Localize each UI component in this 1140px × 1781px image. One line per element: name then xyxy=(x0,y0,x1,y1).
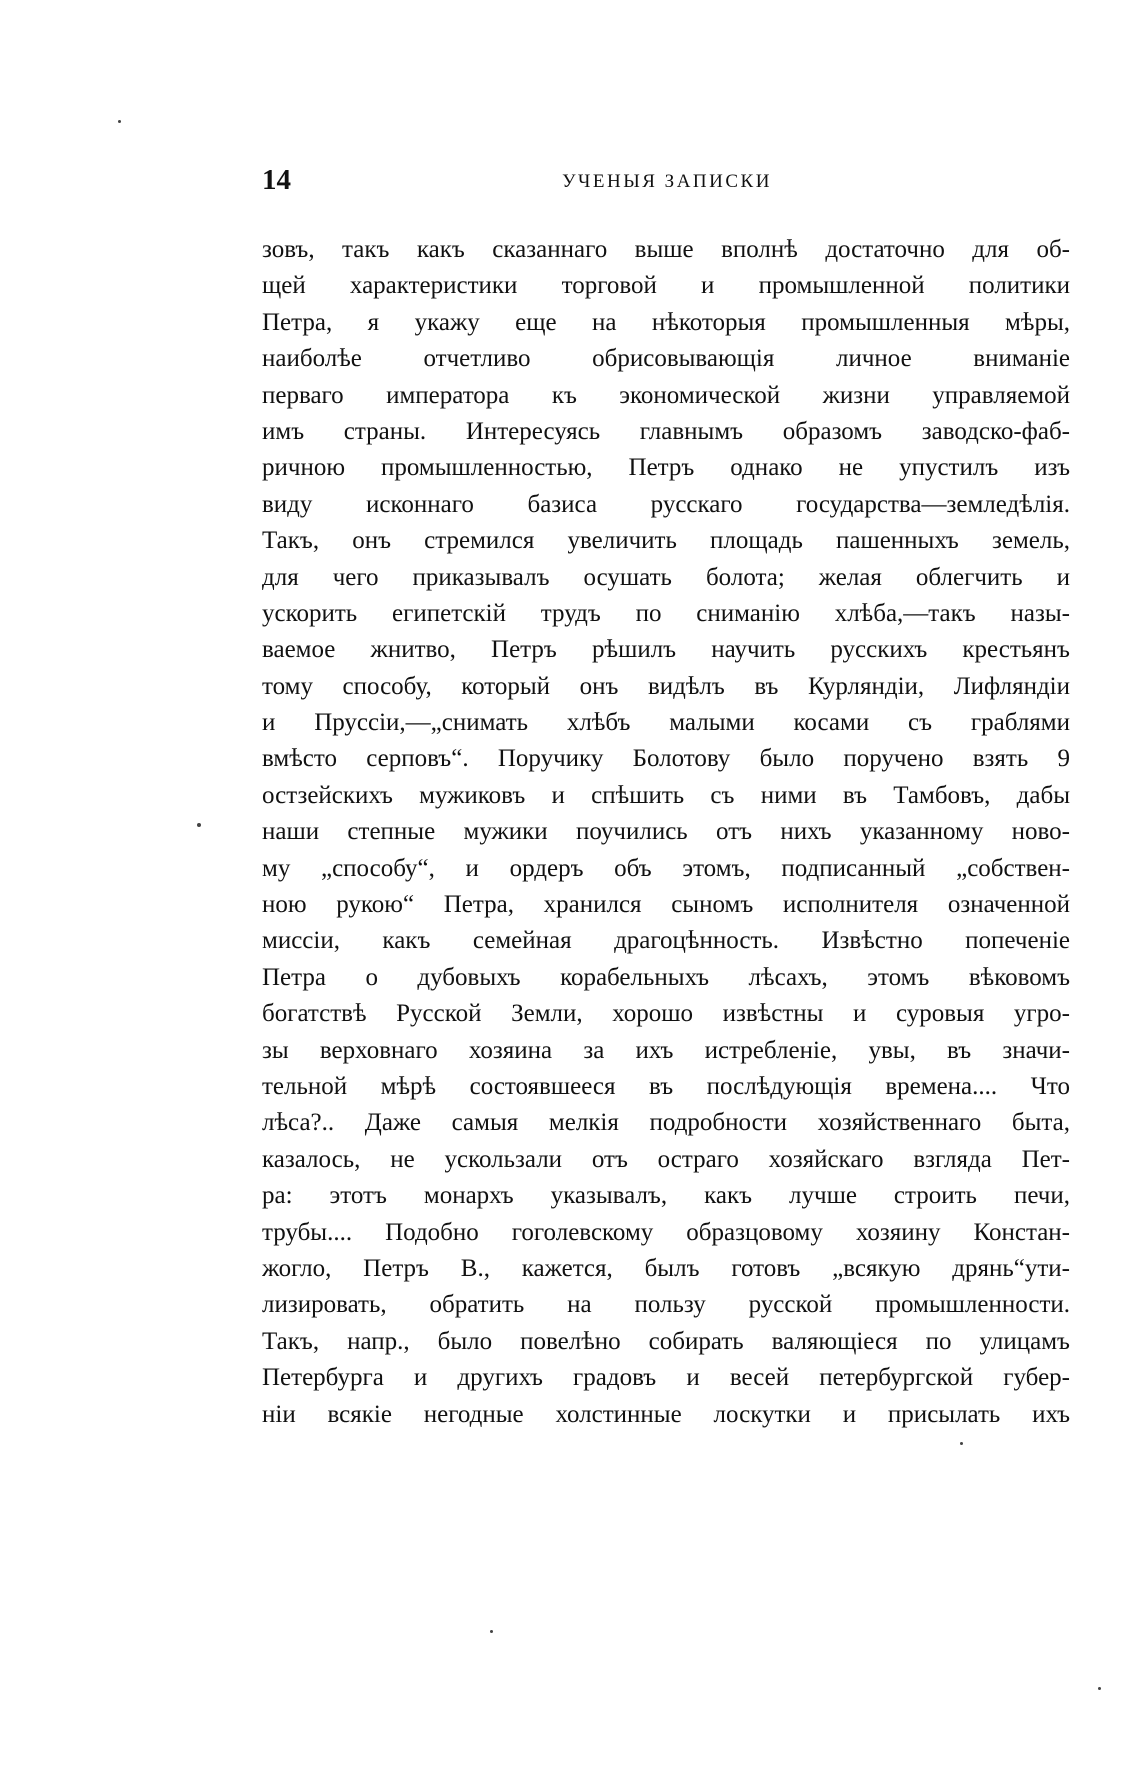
text-line: виду исконнаго базиса русскаго государства—земледѣлія. xyxy=(262,490,1070,518)
text-line: ускорить египетскій трудъ по сниманію хлѣба,—такъ назы- xyxy=(262,599,1070,627)
scan-speck xyxy=(490,1630,493,1633)
text-line: Петра о дубовыхъ корабельныхъ лѣсахъ, этомъ вѣковомъ xyxy=(262,963,1070,991)
body-text xyxy=(262,232,1070,1433)
text-line: Такъ, напр., было повелѣно собирать валяющіеся по улицамъ xyxy=(262,1327,1070,1355)
text-line: наши степные мужики поучились отъ нихъ указанному ново- xyxy=(262,818,1070,846)
text-line: перваго императора къ экономической жизни управляемой xyxy=(262,381,1070,409)
text-line: и Пруссіи,—„снимать хлѣбъ малыми косами съ граблями xyxy=(262,709,1070,737)
text-line: казалось, не ускользали отъ остраго хозяйскаго взгляда Пет- xyxy=(262,1145,1070,1173)
text-line: му „способу“, и ордеръ объ этомъ, подписанный „собствен- xyxy=(262,854,1070,882)
page-number: 14 xyxy=(262,164,291,196)
text-line: ра: этотъ монархъ указывалъ, какъ лучше строить печи, xyxy=(262,1182,1070,1210)
text-line: зовъ, такъ какъ сказаннаго выше вполнѣ достаточно для об- xyxy=(262,236,1070,263)
running-head xyxy=(262,160,1072,200)
text-line: Петербурга и другихъ градовъ и весей петербургской губер- xyxy=(262,1364,1070,1392)
text-line: ною рукою“ Петра, хранился сыномъ исполнителя означенной xyxy=(262,891,1070,919)
text-line: щей характеристики торговой и промышленной политики xyxy=(262,272,1070,300)
text-line: для чего приказывалъ осушать болота; желая облегчить и xyxy=(262,563,1070,591)
text-line: ніи всякіе негодные холстинные лоскутки и присылать ихъ xyxy=(262,1400,1070,1428)
text-line: миссіи, какъ семейная драгоцѣнность. Извѣстно попеченіе xyxy=(262,927,1070,955)
scan-speck xyxy=(197,823,201,827)
journal-title: УЧЕНЫЯ ЗАПИСКИ xyxy=(562,171,772,192)
text-line: ричною промышленностью, Петръ однако не упустилъ изъ xyxy=(262,454,1070,482)
text-line: зы верховнаго хозяина за ихъ истребленіе, увы, въ значи- xyxy=(262,1036,1070,1064)
text-line: лизировать, обратить на пользу русской промышленности. xyxy=(262,1291,1070,1319)
scan-speck xyxy=(960,1442,963,1445)
text-line: лѣса?.. Даже самыя мелкія подробности хозяйственнаго быта, xyxy=(262,1109,1070,1137)
text-line: Петра, я укажу еще на нѣкоторыя промышленныя мѣры, xyxy=(262,308,1070,336)
text-line: трубы.... Подобно гоголевскому образцовому хозяину Констан- xyxy=(262,1218,1070,1246)
text-line: жогло, Петръ В., кажется, былъ готовъ „всякую дрянь“ути- xyxy=(262,1254,1070,1282)
text-line: имъ страны. Интересуясь главнымъ образомъ заводско-фаб- xyxy=(262,417,1070,445)
text-line: вмѣсто серповъ“. Поручику Болотову было поручено взять 9 xyxy=(262,745,1070,773)
text-line: остзейскихъ мужиковъ и спѣшить съ ними въ Тамбовъ, дабы xyxy=(262,781,1070,809)
text-line: тому способу, который онъ видѣлъ въ Курляндіи, Лифляндіи xyxy=(262,672,1070,700)
text-line: богатствѣ Русской Земли, хорошо извѣстны и суровыя угро- xyxy=(262,1000,1070,1028)
text-line: ваемое жнитво, Петръ рѣшилъ научить русскихъ крестьянъ xyxy=(262,636,1070,664)
text-line: тельной мѣрѣ состоявшееся въ послѣдующія времена.... Что xyxy=(262,1072,1070,1100)
text-line: наиболѣе отчетливо обрисовывающія личное вниманіе xyxy=(262,345,1070,373)
scan-speck xyxy=(118,120,121,123)
scan-speck xyxy=(1098,1687,1101,1690)
text-line: Такъ, онъ стремился увеличить площадь пашенныхъ земель, xyxy=(262,527,1070,555)
